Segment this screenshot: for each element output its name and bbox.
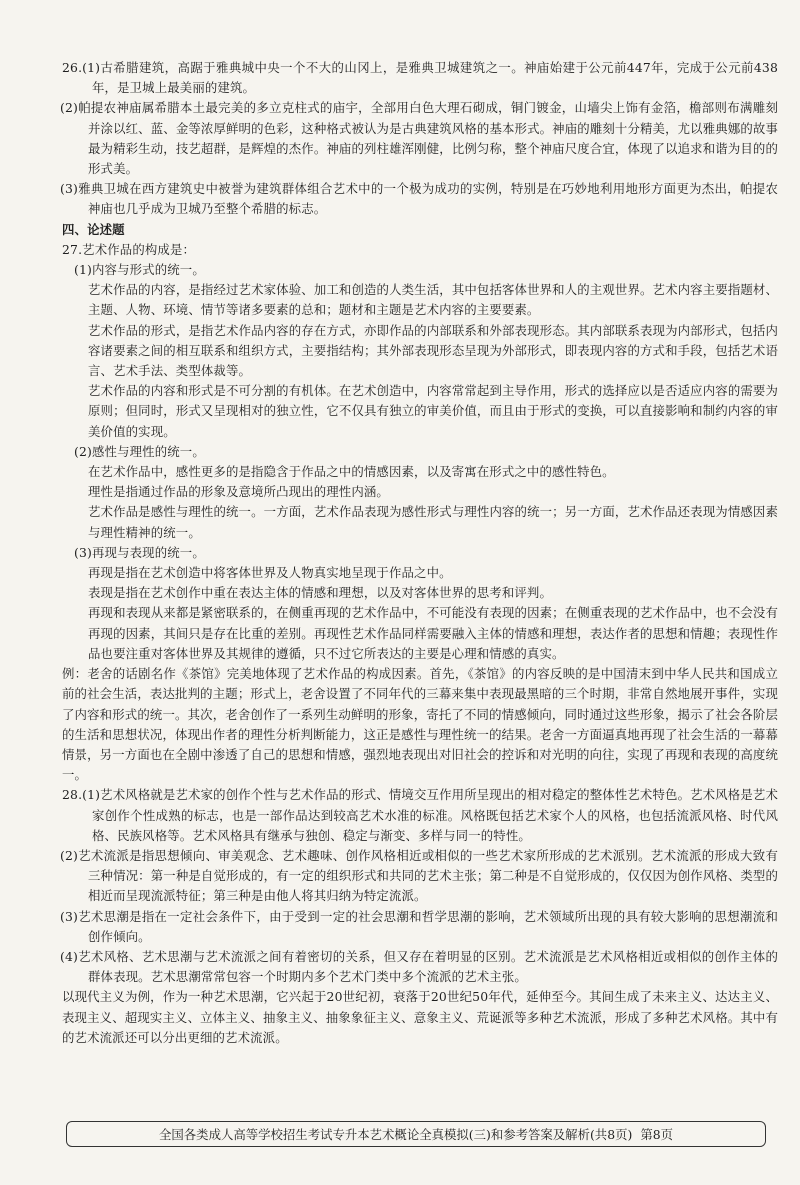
q27-sub3-reproduce: 再现是指在艺术创造中将客体世界及人物真实地呈现于作品之中。: [88, 565, 452, 581]
q26-part2: (2)帕提农神庙属希腊本土最完美的多立克柱式的庙宇，全部用白色大理石砌成，铜门镀金，山墙尖上饰有金箔，檐部则布满雕刻并涂以红、蓝、金等浓厚鲜明的色彩，这种格式被认为是古典建筑风格的基本形式。神庙的雕刻十分精美，尤以雅典娜的故事最为精彩生动，技艺超群，是辉煌的杰作。神庙的列柱雄浑刚健，比例匀称，整个神庙尺度合宜，体现了以追求和谐为目的的形式美。: [60, 100, 778, 177]
q28-part2: (2)艺术流派是指思想倾向、审美观念、艺术趣味、创作风格相近或相似的一些艺术家所形成的艺术派别。艺术流派的形成大致有三种情况：第一种是自觉形成的，有一定的组织形式和共同的艺术主张；第二种是不自觉形成的，仅仅因为创作风格、类型的相近而呈现流派特征；第三种是由他人将其归纳为特定流派。: [60, 847, 778, 904]
q27-sub2-reason: 理性是指通过作品的形象及意境所凸现出的理性内涵。: [88, 484, 389, 500]
page-number: 第8页: [640, 1127, 673, 1142]
q28-part1: 28.(1)艺术风格就是艺术家的创作个性与艺术作品的形式、情境交互作用所呈现出的相对稳定的整体性艺术特色。艺术风格是艺术家创作个性成熟的标志，也是一部作品达到较高艺术水准的标准。风格既包括艺术家个人的风格，也包括流派风格、时代风格、民族风格等。艺术风格具有继承与独创、稳定与渐变、多样与同一的特性。: [62, 787, 778, 843]
q27-sub1-content: 艺术作品的内容，是指经过艺术家体验、加工和创造的人类生活，其中包括客体世界和人的主观世界。艺术内容主要指题材、主题、人物、环境、情节等诸多要素的总和；题材和主题是艺术内容的主要要素。: [88, 282, 778, 318]
q27-sub2-unity: 艺术作品是感性与理性的统一。一方面，艺术作品表现为感性形式与理性内容的统一；另一方面，艺术作品还表现为情感因素与理性精神的统一。: [88, 504, 778, 540]
q27-sub3-relation: 再现和表现从来都是紧密联系的，在侧重再现的艺术作品中，不可能没有表现的因素；在侧重表现的艺术作品中，也不会没有再现的因素，其间只是存在比重的差别。再现性艺术作品同样需要融入主体的情感和理想，表达作者的思想和情趣；表现性作品也要注重对客体世界及其规律的遵循，只不过它所表达的主要是心理和情感的真实。: [88, 605, 778, 661]
page-footer: [66, 1121, 766, 1147]
q27-sub1-form: 艺术作品的形式，是指艺术作品内容的存在方式，亦即作品的内部联系和外部表现形态。其内部联系表现为内部形式，包括内容诸要素之间的相互联系和组织方式，主要指结构；其外部表现形态呈现为外部形式，即表现内容的方式和手段，包括艺术语言、艺术手法、类型体裁等。: [88, 322, 778, 379]
q27-sub3-express: 表现是指在艺术创作中重在表达主体的情感和理想，以及对客体世界的思考和评判。: [88, 585, 553, 601]
q28-part4: (4)艺术风格、艺术思潮与艺术流派之间有着密切的关系，但又存在着明显的区别。艺术流派是艺术风格相近或相似的创作主体的群体表现。艺术思潮常常包容一个时期内多个艺术门类中多个流派的艺术主张。: [60, 948, 778, 985]
page-content: [62, 58, 778, 1048]
q26-part3: (3)雅典卫城在西方建筑史中被誉为建筑群体组合艺术中的一个极为成功的实例，特别是在巧妙地利用地形方面更为杰出，帕提农神庙也几乎成为卫城乃至整个希腊的标志。: [60, 181, 778, 217]
q27-sub3-heading: (3)再现与表现的统一。: [74, 544, 205, 560]
q27-sub2-heading: (2)感性与理性的统一。: [74, 443, 205, 459]
q27-sub2-sense: 在艺术作品中，感性更多的是指隐含于作品之中的情感因素，以及寄寓在形式之中的感性特色。: [88, 464, 615, 480]
q28-part3: (3)艺术思潮是指在一定社会条件下，由于受到一定的社会思潮和哲学思潮的影响，艺术领域所出现的具有较大影响的思想潮流和创作倾向。: [60, 908, 778, 944]
footer-title: 全国各类成人高等学校招生考试专升本艺术概论全真模拟(三)和参考答案及解析(共8页): [159, 1127, 633, 1142]
q27-sub1-heading: (1)内容与形式的统一。: [74, 262, 205, 278]
q27-intro: 27.艺术作品的构成是：: [62, 241, 196, 257]
section-heading: 四、论述题: [62, 221, 125, 237]
q27-example: 例：老舍的话剧名作《茶馆》完美地体现了艺术作品的构成因素。首先，《茶馆》的内容反映的是中国清末到中华人民共和国成立前的社会生活，表达批判的主题；形式上，老舍设置了不同年代的三幕来集中表现最黑暗的三个时期，非常自然地展开事件，实现了内容和形式的统一。其次，老舍创作了一系列生动鲜明的形象，寄托了不同的情感倾向，同时通过这些形象，揭示了社会各阶层的生活和思想状况，体现出作者的理性分析判断能力，这正是感性与理性统一的结果。老舍一方面逼真地再现了社会生活的一幕幕情景，另一方面也在全剧中渗透了自己的思想和情感，强烈地表现出对旧社会的控诉和对光明的向往，实现了再现和表现的高度统一。: [62, 666, 778, 783]
q26-part1: 26.(1)古希腊建筑，高踞于雅典城中央一个不大的山冈上，是雅典卫城建筑之一。神庙始建于公元前447年，完成于公元前438年，是卫城上最美丽的建筑。: [62, 60, 778, 96]
q27-sub1-relation: 艺术作品的内容和形式是不可分割的有机体。在艺术创造中，内容常常起到主导作用，形式的选择应以是否适应内容的需要为原则；但同时，形式又呈现相对的独立性，它不仅具有独立的审美价值，而且由于形式的变换，可以直接影响和制约内容的审美价值的实现。: [88, 383, 778, 439]
q28-example: 以现代主义为例，作为一种艺术思潮，它兴起于20世纪初，衰落于20世纪50年代，延伸至今。其间生成了未来主义、达达主义、表现主义、超现实主义、立体主义、抽象主义、抽象象征主义、意象主义、荒诞派等多种艺术流派，形成了多种艺术风格。其中有的艺术流派还可以分出更细的艺术流派。: [62, 989, 778, 1045]
